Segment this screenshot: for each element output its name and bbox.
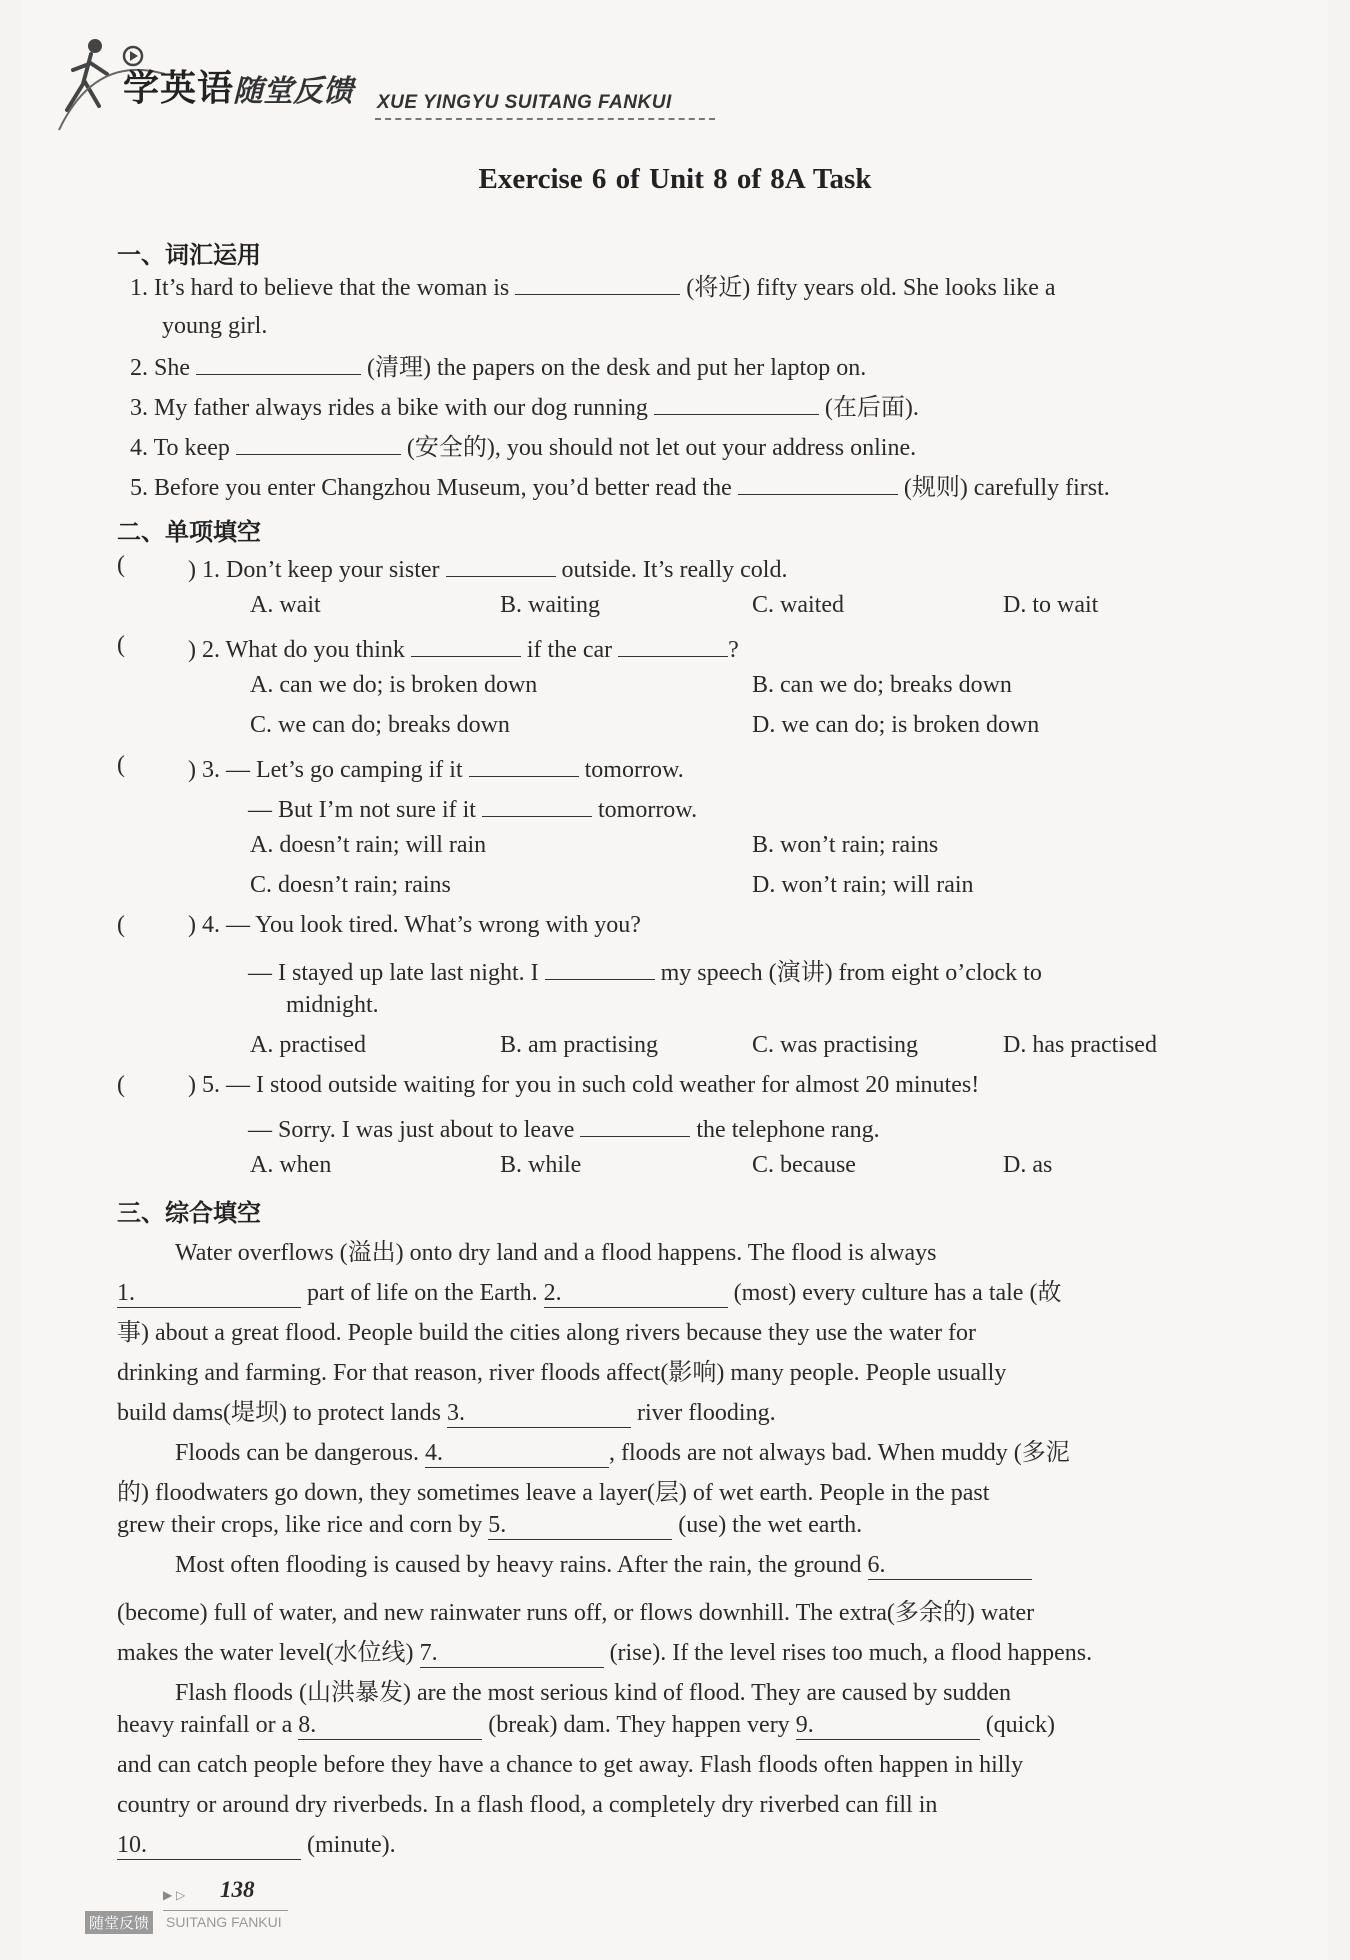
mc-q3-option-c[interactable]: C. doesn’t rain; rains <box>250 872 451 898</box>
mc-q1-option-d[interactable]: D. to wait <box>1003 592 1099 618</box>
vocab-q1: 1. It’s hard to believe that the woman is (将近) fifty years old. She looks like a <box>130 270 1056 304</box>
mc-q1-option-a[interactable]: A. wait <box>250 592 321 618</box>
cloze-blank-7[interactable]: 7. <box>420 1640 604 1668</box>
vocab-q2-blank[interactable] <box>196 350 361 375</box>
cloze-blank-3[interactable]: 3. <box>447 1400 631 1428</box>
mc-q1-option-b[interactable]: B. waiting <box>500 592 600 618</box>
page-title: Exercise 6 of Unit 8 of 8A Task <box>478 163 872 195</box>
mc-q1-paren[interactable]: ( <box>117 552 125 578</box>
mc-q3-stem: ) 3. — Let’s go camping if it tomorrow. <box>188 752 684 784</box>
mc-q1-option-c[interactable]: C. waited <box>752 592 844 618</box>
mc-q4-stem-3: midnight. <box>286 992 379 1018</box>
cloze-blank-5[interactable]: 5. <box>488 1512 672 1540</box>
vocab-q1-blank[interactable] <box>515 270 680 295</box>
cloze-p2-line3: grew their crops, like rice and corn by 5. (use) the wet earth. <box>117 1512 863 1538</box>
cloze-p3-line2: (become) full of water, and new rainwater runs off, or flows downhill. The extra(多余的) water <box>117 1600 1035 1626</box>
mc-q3-paren[interactable]: ( <box>117 752 125 778</box>
mc-q3-blank-2[interactable] <box>482 792 592 817</box>
cloze-p1-line5: build dams(堤坝) to protect lands 3. river flooding. <box>117 1400 776 1426</box>
section1-heading: 一、词汇运用 <box>117 241 261 269</box>
logo-title: 学英语 <box>123 68 235 109</box>
mc-q5-option-b[interactable]: B. while <box>500 1152 582 1178</box>
mc-q4-option-d[interactable]: D. has practised <box>1003 1032 1157 1058</box>
cloze-p2-line2: 的) floodwaters go down, they sometimes leave a layer(层) of wet earth. People in the past <box>117 1480 990 1506</box>
mc-q1-stem: ) 1. Don’t keep your sister outside. It’s really cold. <box>188 552 787 584</box>
vocab-q2: 2. She (清理) the papers on the desk and put her laptop on. <box>130 350 866 384</box>
vocab-q4: 4. To keep (安全的), you should not let out your address online. <box>130 430 916 464</box>
mc-q4-blank[interactable] <box>545 955 655 980</box>
mc-q3-blank-1[interactable] <box>469 752 579 777</box>
mc-q5-stem-2: — Sorry. I was just about to leave the telephone rang. <box>248 1112 880 1144</box>
mc-q5-option-a[interactable]: A. when <box>250 1152 332 1178</box>
cloze-p1-line4: drinking and farming. For that reason, river floods affect(影响) many people. People usually <box>117 1360 1007 1386</box>
vocab-q1-cont: young girl. <box>162 313 268 339</box>
cloze-p1-line3: 事) about a great flood. People build the cities along rivers because they use the water for <box>117 1320 977 1346</box>
cloze-blank-10[interactable]: 10. <box>117 1832 301 1860</box>
logo-divider <box>375 118 715 120</box>
section2-heading: 二、单项填空 <box>117 518 261 546</box>
mc-q3-stem-2: — But I’m not sure if it tomorrow. <box>248 792 697 824</box>
cloze-blank-2[interactable]: 2. <box>544 1280 728 1308</box>
cloze-blank-1[interactable]: 1. <box>117 1280 301 1308</box>
cloze-p4-line5: 10. (minute). <box>117 1832 396 1858</box>
mc-q4-stem-2: — I stayed up late last night. I my speech (演讲) from eight o’clock to <box>248 952 1042 987</box>
mc-q2-paren[interactable]: ( <box>117 632 125 658</box>
mc-q1-blank[interactable] <box>446 552 556 577</box>
cloze-blank-8[interactable]: 8. <box>298 1712 482 1740</box>
cloze-p2-line1: Floods can be dangerous. 4. , floods are not always bad. When muddy (多泥 <box>175 1440 1070 1466</box>
footer-divider <box>163 1910 288 1911</box>
vocab-q5: 5. Before you enter Changzhou Museum, you’d better read the (规则) carefully first. <box>130 470 1110 504</box>
vocab-q5-blank[interactable] <box>738 470 898 495</box>
cloze-p4-line1: Flash floods (山洪暴发) are the most serious kind of flood. They are caused by sudden <box>175 1680 1012 1706</box>
vocab-q4-blank[interactable] <box>236 430 401 455</box>
mc-q5-stem: ) 5. — I stood outside waiting for you in such cold weather for almost 20 minutes! <box>188 1072 980 1098</box>
mc-q4-paren[interactable]: ( <box>117 912 125 938</box>
cloze-p4-line3: and can catch people before they have a chance to get away. Flash floods often happen in hilly <box>117 1752 1024 1778</box>
cloze-p1-line1: Water overflows (溢出) onto dry land and a flood happens. The flood is always <box>175 1240 937 1266</box>
vocab-q3: 3. My father always rides a bike with our dog running (在后面). <box>130 390 919 424</box>
mc-q5-paren[interactable]: ( <box>117 1072 125 1098</box>
cloze-p3-line3: makes the water level(水位线) 7. (rise). If the level rises too much, a flood happens. <box>117 1640 1093 1666</box>
section3-heading: 三、综合填空 <box>117 1199 261 1227</box>
mc-q2-option-c[interactable]: C. we can do; breaks down <box>250 712 510 738</box>
footer-label: 随堂反馈 <box>85 1911 153 1934</box>
mc-q2-stem: ) 2. What do you think if the car ? <box>188 632 739 664</box>
logo-pinyin: XUE YINGYU SUITANG FANKUI <box>377 92 672 113</box>
mc-q5-option-d[interactable]: D. as <box>1003 1152 1053 1178</box>
cloze-p1-line2: 1. part of life on the Earth. 2. (most) every culture has a tale (故 <box>117 1280 1062 1306</box>
mc-q5-blank[interactable] <box>580 1112 690 1137</box>
footer-arrows-icon: ▶ ▷ <box>163 1888 186 1902</box>
cloze-blank-6[interactable]: 6. <box>868 1552 1032 1580</box>
mc-q3-option-b[interactable]: B. won’t rain; rains <box>752 832 939 858</box>
mc-q2-blank-1[interactable] <box>411 632 521 657</box>
header <box>55 30 675 140</box>
cloze-blank-4[interactable]: 4. <box>425 1440 609 1468</box>
mc-q3-option-a[interactable]: A. doesn’t rain; will rain <box>250 832 487 858</box>
mc-q5-option-c[interactable]: C. because <box>752 1152 856 1178</box>
mc-q2-option-a[interactable]: A. can we do; is broken down <box>250 672 538 698</box>
mc-q2-option-d[interactable]: D. we can do; is broken down <box>752 712 1040 738</box>
page-number: 138 <box>220 1877 255 1902</box>
mc-q2-blank-2[interactable] <box>618 632 728 657</box>
cloze-blank-9[interactable]: 9. <box>796 1712 980 1740</box>
mc-q4-option-a[interactable]: A. practised <box>250 1032 366 1058</box>
vocab-q3-blank[interactable] <box>654 390 819 415</box>
mc-q2-option-b[interactable]: B. can we do; breaks down <box>752 672 1012 698</box>
cloze-p3-line1: Most often flooding is caused by heavy rains. After the rain, the ground 6. <box>175 1552 1032 1580</box>
logo-subtitle: 随堂反馈 <box>233 74 353 109</box>
cloze-p4-line2: heavy rainfall or a 8. (break) dam. They happen very 9. (quick) <box>117 1712 1055 1738</box>
cloze-p4-line4: country or around dry riverbeds. In a flash flood, a completely dry riverbed can fill in <box>117 1792 938 1818</box>
mc-q3-option-d[interactable]: D. won’t rain; will rain <box>752 872 974 898</box>
footer-pinyin: SUITANG FANKUI <box>166 1914 282 1930</box>
mc-q4-stem: ) 4. — You look tired. What’s wrong with you? <box>188 912 641 938</box>
mc-q4-option-c[interactable]: C. was practising <box>752 1032 918 1058</box>
mc-q4-option-b[interactable]: B. am practising <box>500 1032 658 1058</box>
